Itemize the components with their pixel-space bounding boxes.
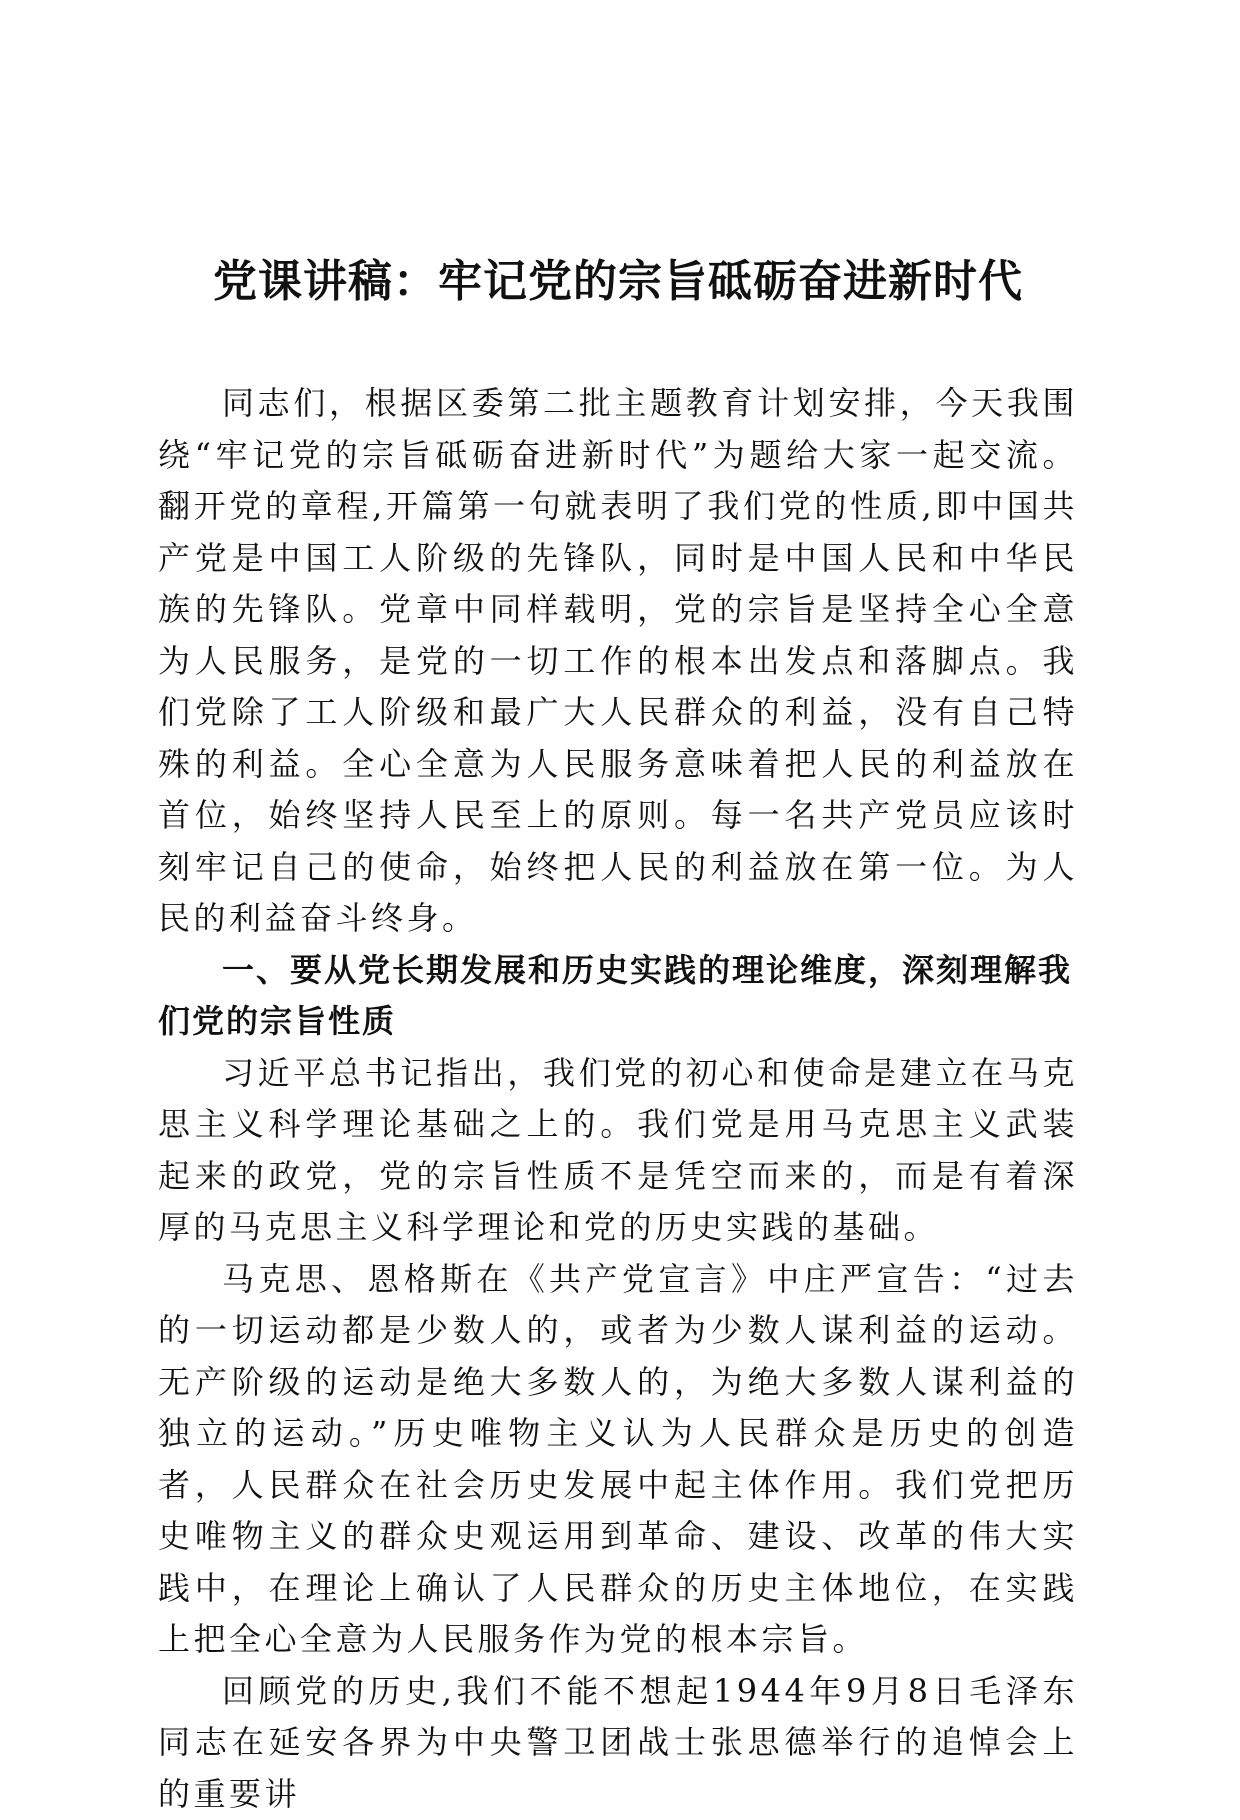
document-page [158,0,1078,1754]
document-body [158,378,1078,1820]
body-paragraph: 回顾党的历史,我们不能不想起1944年9月8日毛泽东同志在延安各界为中央警卫团战士张思德举行的追悼会上的重要讲 [158,1666,1078,1820]
section-heading-1: 一、要从党长期发展和历史实践的理论维度，深刻理解我们党的宗旨性质 [158,945,1078,1048]
body-paragraph: 马克思、恩格斯在《共产党宣言》中庄严宣告：“过去的一切运动都是少数人的，或者为少数人谋利益的运动。无产阶级的运动是绝大多数人的，为绝大多数人谋利益的独立的运动。”历史唯物主义认为人民群众是历史的创造者，人民群众在社会历史发展中起主体作用。我们党把历史唯物主义的群众史观运用到革命、建设、改革的伟大实践中，在理论上确认了人民群众的历史主体地位，在实践上把全心全意为人民服务作为党的根本宗旨。 [158,1254,1078,1666]
document-title: 党课讲稿：牢记党的宗旨砥砺奋进新时代 [158,252,1078,312]
body-paragraph: 习近平总书记指出，我们党的初心和使命是建立在马克思主义科学理论基础之上的。我们党是用马克思主义武装起来的政党，党的宗旨性质不是凭空而来的，而是有着深厚的马克思主义科学理论和党的历史实践的基础。 [158,1048,1078,1254]
intro-paragraph: 同志们，根据区委第二批主题教育计划安排，今天我围绕“牢记党的宗旨砥砺奋进新时代”为题给大家一起交流。翻开党的章程,开篇第一句就表明了我们党的性质,即中国共产党是中国工人阶级的先锋队，同时是中国人民和中华民族的先锋队。党章中同样载明，党的宗旨是坚持全心全意为人民服务，是党的一切工作的根本出发点和落脚点。我们党除了工人阶级和最广大人民群众的利益，没有自己特殊的利益。全心全意为人民服务意味着把人民的利益放在首位，始终坚持人民至上的原则。每一名共产党员应该时刻牢记自己的使命，始终把人民的利益放在第一位。为人民的利益奋斗终身。 [158,378,1078,945]
